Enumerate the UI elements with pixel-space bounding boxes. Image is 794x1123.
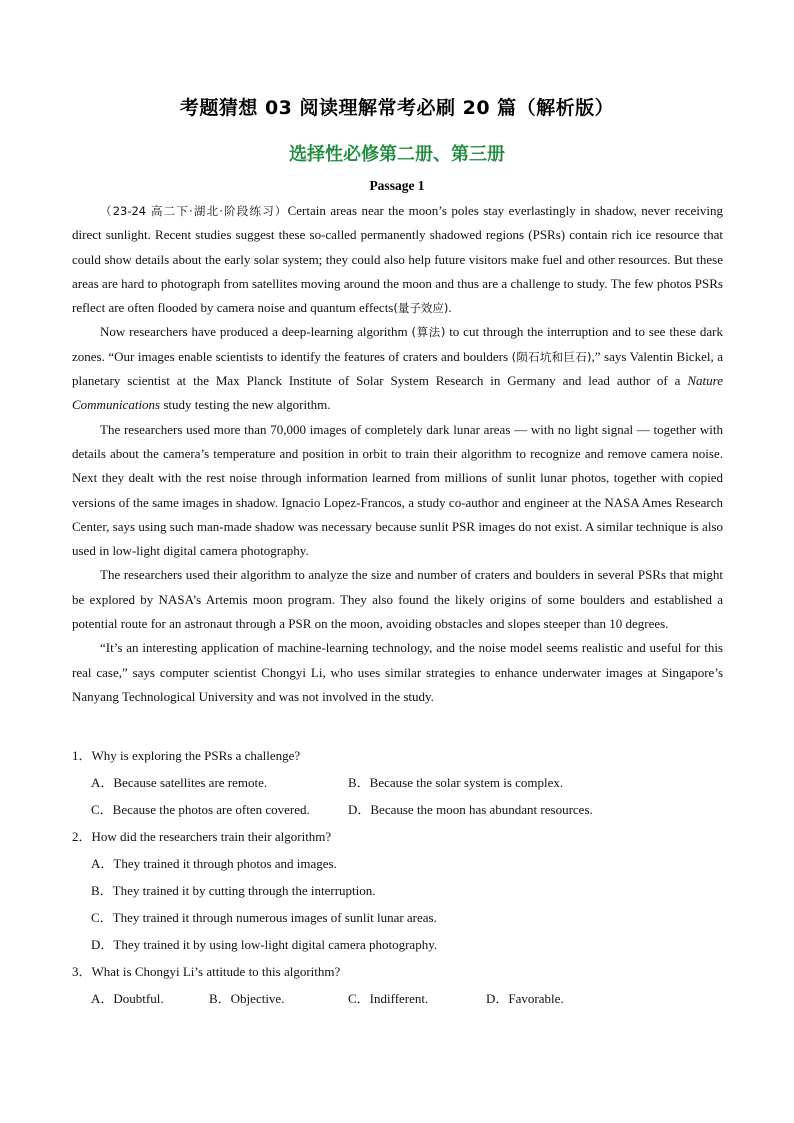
question-list	[72, 742, 723, 1012]
option-row	[72, 985, 723, 1012]
option-b[interactable]: B．Objective.	[209, 991, 285, 1006]
option-d[interactable]: D．They trained it by using low-light digital camera photography.	[91, 937, 438, 952]
option-d[interactable]: D．Because the moon has abundant resources.	[348, 802, 593, 817]
passage-label: Passage 1	[369, 178, 425, 193]
paragraph-1-end: .	[448, 300, 452, 316]
paragraph-3: The researchers used more than 70,000 images of completely dark lunar areas — with no light signal — together with details about the camera’s temperature and position in orbit to train their algorithm to recognize and remove camera noise. Next they dealt with the rest noise through information learned from millions of sunlit lunar photos, together with copied versions of the same images in shadow. Ignacio Lopez-Francos, a study co-author and engineer at the NASA Ames Research Center, says using such man-made shadow was necessary because sunlit PSR images do not exist. A similar technique is also used in low-light digital camera photography.	[72, 421, 723, 559]
paragraph-1-text: Certain areas near the moon’s poles stay everlastingly in shadow, never receiving direct sunlight. Recent studies suggest these so-called permanently shadowed regions (PSRs) contain rich ice resource that could show details about the early solar system; they could also help future visitors make fuel and other resources. But these areas are hard to photograph from satellites moving around the moon and thus are a challenge to study. The few photos PSRs reflect are often flooded by camera noise and quantum effects	[72, 203, 723, 316]
paragraph-2-text-d: study testing the new algorithm.	[160, 397, 331, 413]
paragraph-2-text-c: ,” says Valentin Bickel, a planetary scientist at the Max Planck Institute of Solar System Research in Germany and lead author of a	[72, 348, 724, 389]
document-title: 考题猜想 03 阅读理解常考必刷 20 篇（解析版）	[179, 97, 615, 119]
paragraph-2-text-a: Now researchers have produced a deep-learning algorithm	[100, 324, 412, 340]
option-c[interactable]: C．Because the photos are often covered.	[91, 802, 310, 817]
chinese-gloss: (陨石坑和巨石)	[511, 349, 592, 364]
option-b[interactable]: B．Because the solar system is complex.	[348, 775, 564, 790]
option-a[interactable]: A．Because satellites are remote.	[91, 775, 268, 790]
option-d[interactable]: D．Favorable.	[486, 991, 564, 1006]
chinese-gloss: (算法)	[411, 325, 446, 340]
journal-name: Nature Communications	[72, 373, 723, 413]
source-note: （23-24 高二下·湖北·阶段练习）	[100, 204, 288, 218]
option-a[interactable]: A．Doubtful.	[91, 991, 164, 1006]
option-a[interactable]: A．They trained it through photos and images.	[91, 856, 337, 871]
paragraph-1	[72, 199, 723, 320]
paragraph-4: The researchers used their algorithm to analyze the size and number of craters and boulders in several PSRs that might be explored by NASA’s Artemis moon program. They also found the likely origins of some boulders and established a potential route for an astronaut through a PSR on the moon, avoiding obstacles and slopes steeper than 10 degrees.	[72, 567, 723, 632]
option-row	[72, 796, 723, 823]
option-b[interactable]: B．They trained it by cutting through the interruption.	[91, 883, 376, 898]
passage-body	[72, 199, 723, 709]
question-stem: 1．Why is exploring the PSRs a challenge?	[72, 748, 301, 763]
paragraph-5: “It’s an interesting application of machine-learning technology, and the noise model seems realistic and useful for this real case,” says computer scientist Chongyi Li, who uses similar strategies to enhance underwater images at Singapore’s Nanyang Technological University and was not involved in the study.	[72, 640, 723, 704]
paragraph-2	[72, 320, 723, 417]
option-c[interactable]: C．They trained it through numerous images of sunlit lunar areas.	[91, 910, 437, 925]
paragraph-2-text-b: to cut through the interruption and to see these dark zones. “Our images enable scientists to identify the features of craters and boulders	[72, 324, 723, 364]
chinese-gloss: (量子效应)	[393, 301, 449, 316]
question-stem: 2．How did the researchers train their algorithm?	[72, 829, 332, 844]
question-stem: 3．What is Chongyi Li’s attitude to this algorithm?	[72, 964, 341, 979]
document-subtitle: 选择性必修第二册、第三册	[289, 144, 505, 165]
option-c[interactable]: C．Indifferent.	[348, 991, 429, 1006]
option-row	[72, 769, 723, 796]
